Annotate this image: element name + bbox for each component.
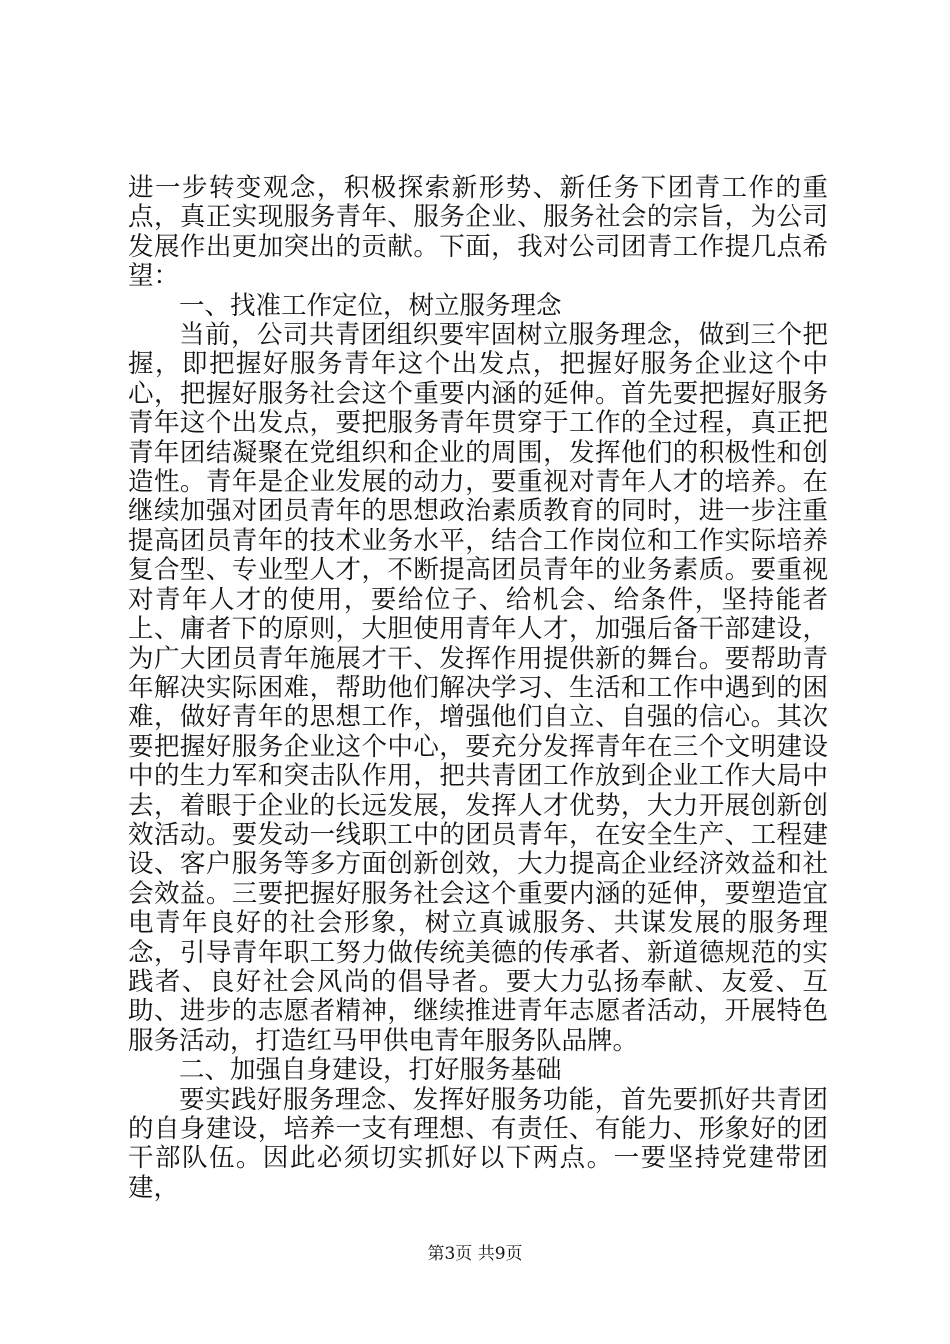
- document-body: [128, 174, 828, 1203]
- page-footer: 第3页 共9页: [427, 1244, 523, 1264]
- paragraph-body-2: 要实践好服务理念、发挥好服务功能，首先要抓好共青团的自身建设，培养一支有理想、有责任、有能力、形象好的团干部队伍。因此必须切实抓好以下两点。一要坚持党建带团建，: [128, 1084, 828, 1203]
- paragraph-continuation: 进一步转变观念，积极探索新形势、新任务下团青工作的重点，真正实现服务青年、服务企业、服务社会的宗旨，为公司发展作出更加突出的贡献。下面，我对公司团青工作提几点希望：: [128, 173, 828, 292]
- section-heading-2: 二、加强自身建设，打好服务基础: [179, 1055, 562, 1086]
- paragraph-body-1: 当前，公司共青团组织要牢固树立服务理念，做到三个把握，即把握好服务青年这个出发点，把握好服务企业这个中心，把握好服务社会这个重要内涵的延伸。首先要把握好服务青年这个出发点，要把服务青年贯穿于工作的全过程，真正把青年团结凝聚在党组织和企业的周围，发挥他们的积极性和创造性。青年是企业发展的动力，要重视对青年人才的培养。在继续加强对团员青年的思想政治素质教育的同时，进一步注重提高团员青年的技术业务水平，结合工作岗位和工作实际培养复合型、专业型人才，不断提高团员青年的业务素质。要重视对青年人才的使用，要给位子、给机会、给条件，坚持能者上、庸者下的原则，大胆使用青年人才，加强后备干部建设，为广大团员青年施展才干、发挥作用提供新的舞台。要帮助青年解决实际困难，帮助他们解决学习、生活和工作中遇到的困难，做好青年的思想工作，增强他们自立、自强的信心。其次要把握好服务企业这个中心，要充分发挥青年在三个文明建设中的生力军和突击队作用，把共青团工作放到企业工作大局中去，着眼于企业的长远发展，发挥人才优势，大力开展创新创效活动。要发动一线职工中的团员青年，在安全生产、工程建设、客户服务等多方面创新创效，大力提高企业经济效益和社会效益。三要把握好服务社会这个重要内涵的延伸，要塑造宜电青年良好的社会形象，树立真诚服务、共谋发展的服务理念，引导青年职工努力做传统美德的传承者、新道德规范的实践者、良好社会风尚的倡导者。要大力弘扬奉献、友爱、互助、进步的志愿者精神，继续推进青年志愿者活动，开展特色服务活动，打造红马甲供电青年服务队品牌。: [128, 320, 828, 1056]
- section-heading-1: 一、找准工作定位，树立服务理念: [179, 290, 562, 321]
